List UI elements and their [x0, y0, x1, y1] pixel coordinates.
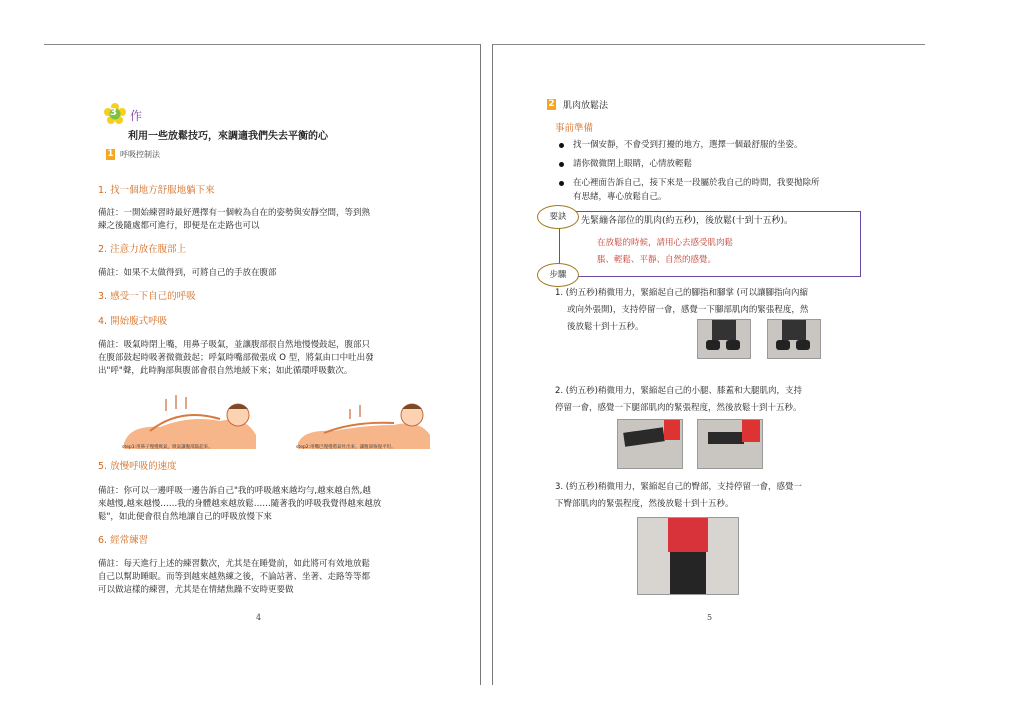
prep-title: 事前準備 — [555, 123, 594, 134]
prep-item: 請你微微閉上眼睛，心情放輕鬆 — [573, 159, 693, 169]
step-title: 1. 找一個地方舒服地躺下來 — [98, 185, 215, 196]
step-note-line: 來越慢,越來越慢……我的身體越來越放鬆……隨著我的呼吸我覺得越來越放 — [98, 499, 382, 509]
section-number: 1 — [107, 149, 114, 159]
standing-photo — [637, 517, 739, 595]
step-line: 後放鬆十到十五秒。 — [567, 322, 644, 332]
bullet — [559, 181, 564, 186]
key-line: 先緊繃各部位的肌肉(約五秒)，後放鬆(十到十五秒)。 — [581, 216, 794, 226]
step-note-line: 備註：如果不太做得到，可將自己的手放在腹部 — [98, 268, 277, 278]
page-number: 4 — [256, 613, 262, 622]
key-red-line: 在放鬆的時候，請用心去感受肌肉鬆 — [597, 238, 734, 248]
bullet — [559, 162, 564, 167]
feet-photo-1 — [697, 319, 751, 359]
bullet — [559, 143, 564, 148]
step-note-line: 備註：你可以一邊呼吸一邊告訴自己"我的呼吸越來越均勻,越來越自然,越 — [98, 486, 371, 496]
page-number: 5 — [707, 613, 713, 622]
prep-item: 有思緒，專心放鬆自己。 — [573, 192, 667, 202]
section-number: 2 — [548, 99, 555, 109]
chapter-title: 作 — [130, 109, 143, 123]
step-label-badge: 步驟 — [537, 263, 579, 287]
left-page — [44, 44, 481, 685]
right-page — [492, 44, 925, 685]
step-title: 3. 感受一下自己的呼吸 — [98, 291, 196, 302]
leg-photo-2 — [697, 419, 763, 469]
step-title: 6. 經常練習 — [98, 535, 149, 546]
feet-photo-2 — [767, 319, 821, 359]
step-note-line: 備註：每天進行上述的練習數次，尤其是在睡覺前，如此將可有效地放鬆 — [98, 559, 371, 569]
step-line: 或向外張開)，支持停留一會，感覺一下腳部肌肉的緊張程度，然 — [567, 305, 809, 315]
step-line: 下臀部肌肉的緊張程度，然後放鬆十到十五秒。 — [555, 499, 734, 509]
step-note-line: 在腹部鼓起時吸著微微鼓起；呼氣時嘴部微張成 O 型，將氣由口中吐出發 — [98, 353, 374, 363]
key-label-badge: 要訣 — [537, 205, 579, 229]
step-note-line: 出"呼"聲，此時胸部與腹部會很自然地緩下來；如此循環呼吸數次。 — [98, 366, 353, 376]
step-line: 2. (約五秒)稍微用力，緊縮起自己的小腿、膝蓋和大腿肌肉，支持 — [555, 386, 802, 396]
step-line: 3. (約五秒)稍微用力，緊縮起自己的臀部，支持停留一會，感覺一 — [555, 482, 802, 492]
leg-photo-1 — [617, 419, 683, 469]
step-note-line: 可以做這樣的練習，尤其是在情緒焦躁不安時更要做 — [98, 585, 294, 595]
step-note-line: 鬆"，如此便會很自然地讓自己的呼吸放慢下來 — [98, 512, 272, 522]
step-note-line: 自己以幫助睡眠。而等到越來越熟練之後，不論站著、坐著、走路等等都 — [98, 572, 371, 582]
prep-item: 在心裡面告訴自己，接下來是一段屬於我自己的時間，我要拋除所 — [573, 178, 820, 188]
illustration-caption: step2:用嘴巴慢慢將氣吐出來，讓腹部恢復平坦。 — [296, 445, 396, 450]
illustration-caption: step1:用鼻子慢慢吸氣，吸氣讓腹部鼓起來。 — [122, 445, 213, 450]
section-title: 肌肉放鬆法 — [563, 101, 609, 111]
chapter-subtitle: 利用一些放鬆技巧，來調適我們失去平衡的心 — [128, 131, 328, 142]
key-red-line: 脹、輕鬆、平靜、自然的感覺。 — [597, 255, 717, 265]
step-line: 停留一會，感覺一下腿部肌肉的緊張程度，然後放鬆十到十五秒。 — [555, 403, 802, 413]
chapter-number: 3 — [110, 107, 117, 118]
prep-item: 找一個安靜，不會受到打擾的地方，選擇一個最舒服的坐姿。 — [573, 140, 803, 150]
step-note-line: 練之後隨處都可進行，即便是在走路也可以 — [98, 221, 260, 231]
step-line: 1. (約五秒)稍微用力，緊縮起自己的腳指和腳掌 (可以讓腳指向內縮 — [555, 288, 808, 298]
step-note-line: 備註：吸氣時閉上嘴，用鼻子吸氣，並讓腹部很自然地慢慢鼓起，腹部只 — [98, 340, 371, 350]
step-note-line: 備註：一開始練習時最好選擇有一個較為自在的姿勢與安靜空間，等到熟 — [98, 208, 371, 218]
step-title: 5. 放慢呼吸的速度 — [98, 461, 177, 472]
step-title: 4. 開始腹式呼吸 — [98, 316, 168, 327]
section-title: 呼吸控制法 — [120, 150, 160, 159]
step-title: 2. 注意力放在腹部上 — [98, 244, 187, 255]
